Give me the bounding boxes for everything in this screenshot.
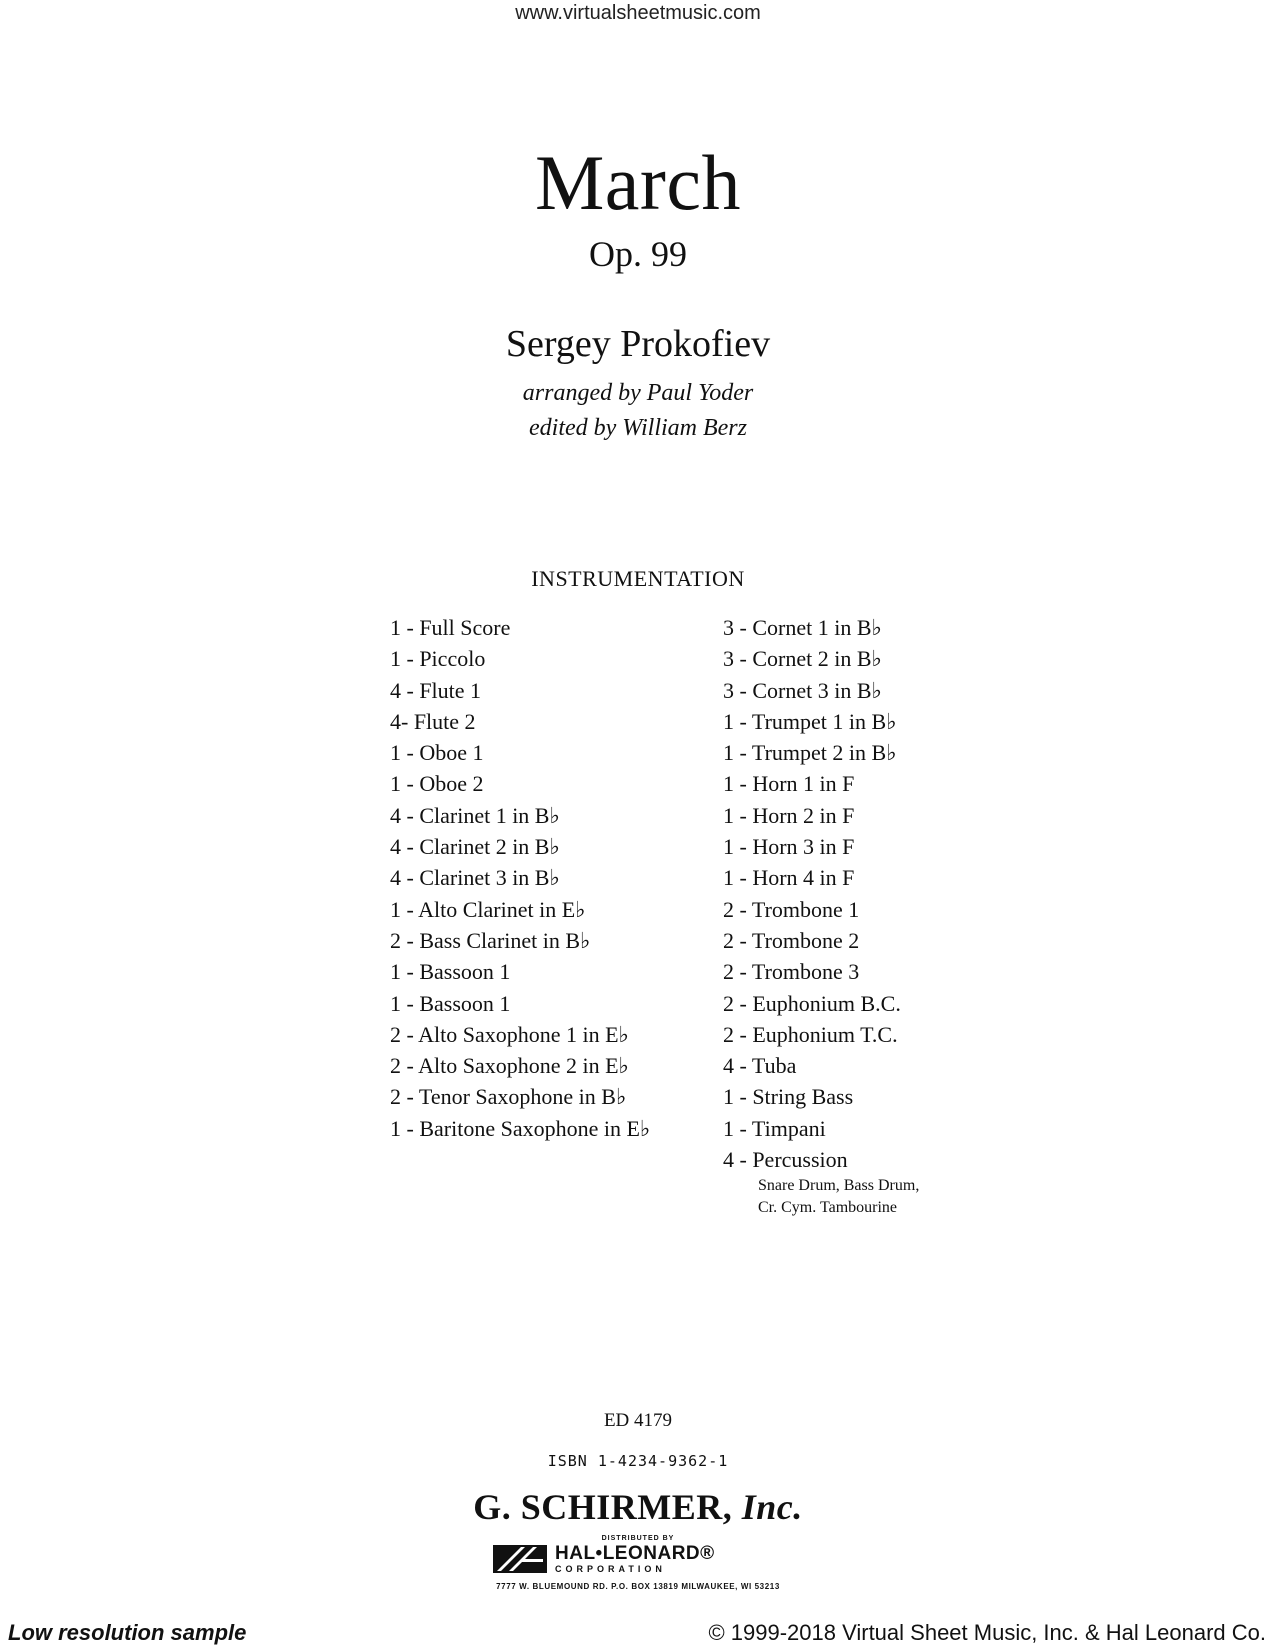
instrument-list-item: 3 - Cornet 3 in B♭ [723, 677, 882, 703]
copyright-notice: © 1999-2018 Virtual Sheet Music, Inc. & Hal Leonard Co. [708, 1620, 1266, 1645]
distributor-name: HAL•LEONARD® [555, 1543, 715, 1564]
instrument-list-item: 1 - Trumpet 2 in B♭ [723, 740, 897, 766]
publisher-name [0, 1486, 1276, 1528]
publisher-name-main: G. SCHIRMER, [473, 1487, 742, 1527]
instrument-list-item: 1 - Horn 4 in F [723, 865, 855, 891]
isbn-number: ISBN 1-4234-9362-1 [547, 1452, 729, 1470]
arranger-credit: arranged by Paul Yoder [522, 380, 754, 406]
instrument-list-item: 4 - Tuba [723, 1053, 797, 1079]
percussion-detail: Cr. Cym. Tambourine [758, 1199, 898, 1217]
instrument-list-item: 1 - Trumpet 1 in B♭ [723, 708, 897, 734]
instrument-list-item: 2 - Trombone 2 [723, 927, 860, 953]
instrument-list-item: 3 - Cornet 1 in B♭ [723, 615, 882, 640]
editor-credit: edited by William Berz [529, 415, 747, 441]
distributor-address: 7777 W. BLUEMOUND RD. P.O. BOX 13819 MILWAUKEE, WI 53213 [496, 1582, 780, 1591]
instrument-list-item: 2 - Euphonium B.C. [723, 990, 901, 1016]
instrument-list-item: 2 - Trombone 3 [723, 959, 860, 985]
low-resolution-notice: Low resolution sample [8, 1620, 247, 1645]
instrument-list-item: 1 - Alto Clarinet in E♭ [390, 896, 586, 922]
instrument-list-item: 4 - Clarinet 3 in B♭ [390, 865, 560, 891]
instrument-list-item: 1 - Piccolo [390, 646, 486, 672]
instrument-list-item: 1 - Bassoon 1 [390, 990, 511, 1016]
distributed-by-label: DISTRIBUTED BY [601, 1535, 675, 1542]
opus-number: Op. 99 [589, 234, 687, 274]
instrument-list-item: 1 - Timpani [723, 1115, 826, 1141]
instrument-list-item: 1 - Bassoon 1 [390, 959, 511, 985]
instrument-list-item: 2 - Euphonium T.C. [723, 1021, 898, 1047]
site-url[interactable]: www.virtualsheetmusic.com [515, 2, 761, 24]
distributor-corporation: CORPORATION [555, 1564, 666, 1574]
instrument-list-item: 1 - Full Score [390, 615, 511, 640]
percussion-detail: Snare Drum, Bass Drum, [758, 1177, 920, 1195]
instrument-list-item: 1 - String Bass [723, 1084, 854, 1110]
instrument-list-item: 1 - Horn 3 in F [723, 834, 855, 860]
piece-title: March [534, 139, 742, 226]
instrument-list-item: 4 - Percussion [723, 1147, 848, 1173]
instrument-list-item: 3 - Cornet 2 in B♭ [723, 646, 882, 672]
instrumentation-left-column [390, 612, 650, 1144]
composer-name: Sergey Prokofiev [505, 323, 771, 365]
instrument-list-item: 4- Flute 2 [390, 708, 476, 734]
instrument-list-item: 2 - Alto Saxophone 2 in E♭ [390, 1053, 629, 1079]
instrument-list-item: 1 - Baritone Saxophone in E♭ [390, 1115, 651, 1141]
instrument-list-item: 4 - Flute 1 [390, 677, 482, 703]
instrument-list-item: 4 - Clarinet 2 in B♭ [390, 834, 560, 860]
instrument-list-item: 2 - Bass Clarinet in B♭ [390, 927, 591, 953]
instrument-list-item: 4 - Clarinet 1 in B♭ [390, 802, 560, 828]
instrument-list-item: 2 - Trombone 1 [723, 896, 860, 922]
edition-number: ED 4179 [603, 1410, 673, 1431]
hal-leonard-mark-icon [491, 1541, 549, 1577]
instrument-list-item: 1 - Oboe 1 [390, 740, 484, 766]
instrumentation-heading: INSTRUMENTATION [531, 566, 745, 591]
instrument-list-item: 1 - Horn 1 in F [723, 771, 855, 797]
publisher-name-suffix: Inc. [741, 1487, 803, 1527]
instrumentation-right-column [723, 612, 919, 1219]
instrument-list-item: 2 - Alto Saxophone 1 in E♭ [390, 1021, 629, 1047]
hal-leonard-logo [491, 1535, 785, 1579]
instrument-list-item: 1 - Oboe 2 [390, 771, 484, 797]
instrument-list-item: 2 - Tenor Saxophone in B♭ [390, 1084, 627, 1110]
instrument-list-item: 1 - Horn 2 in F [723, 802, 855, 828]
